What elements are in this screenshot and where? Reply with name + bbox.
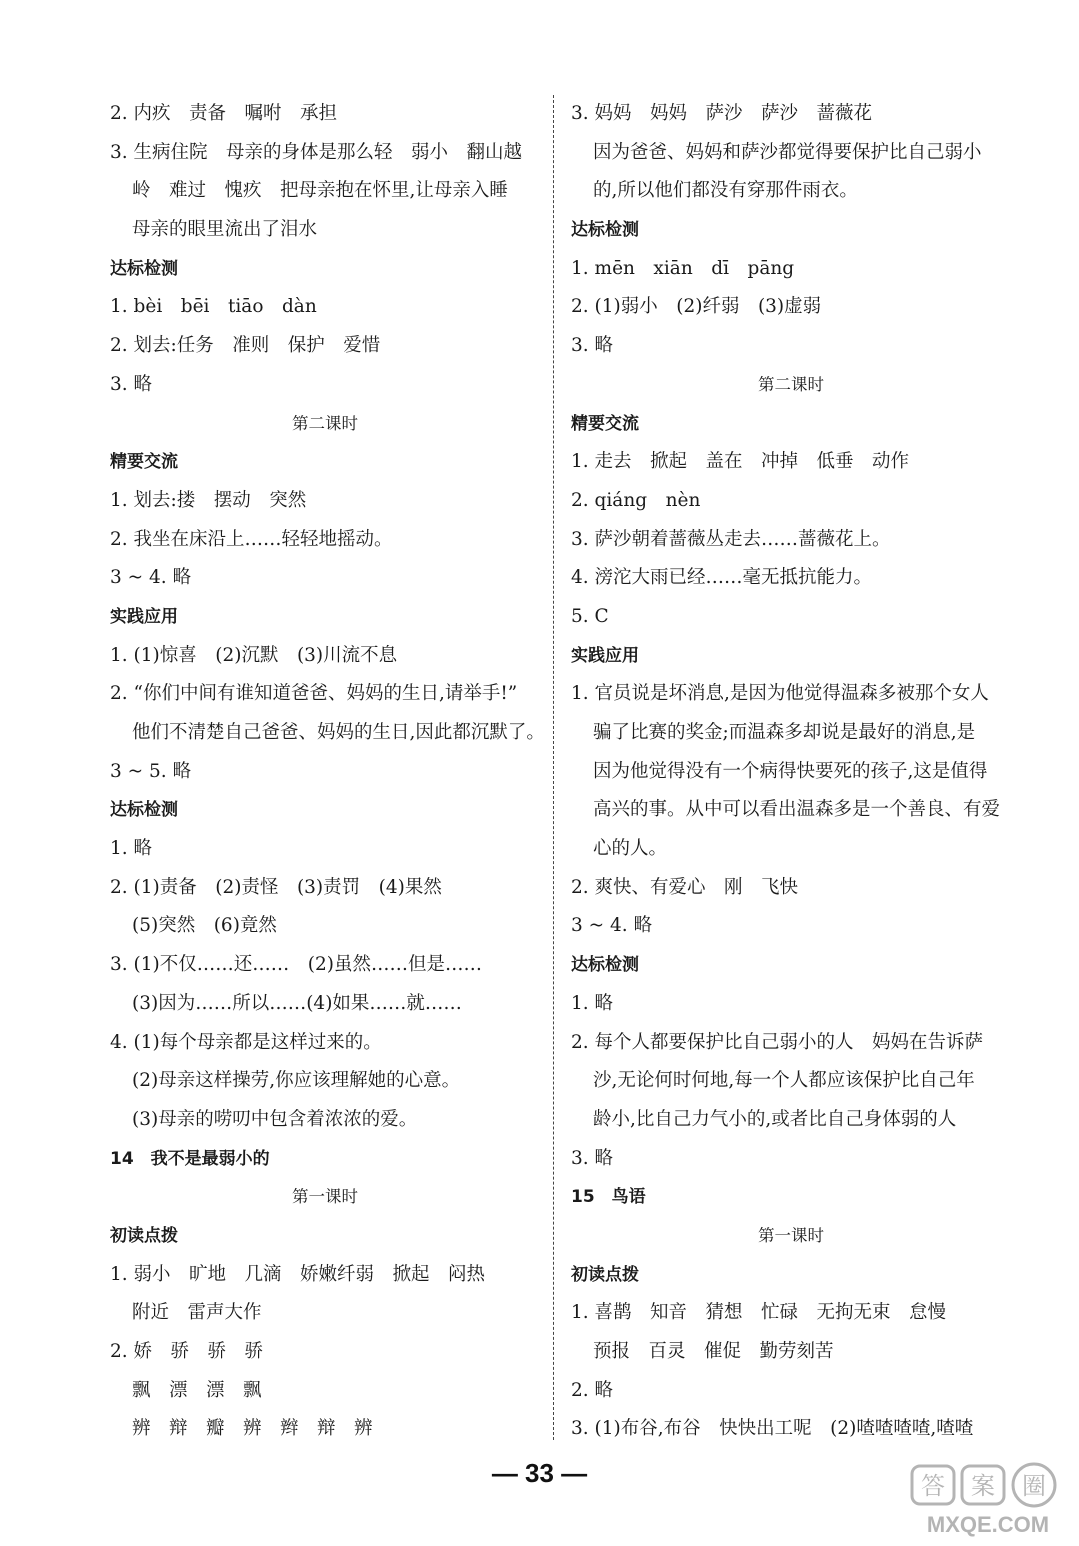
answer-line: 2. 内疚 责备 嘱咐 承担 [110, 103, 338, 124]
section-heading: 实践应用 [110, 606, 178, 627]
answer-line: 1. 官员说是坏消息,是因为他觉得温森多被那个女人 [571, 683, 989, 705]
answer-line: 3. 生病住院 母亲的身体是那么轻 弱小 翻山越 [110, 141, 523, 163]
answer-line: 5. C [571, 605, 609, 627]
section-heading: 达标检测 [571, 955, 639, 976]
answer-line: 高兴的事。从中可以看出温森多是一个善良、有爱 [593, 799, 1001, 821]
answer-line: 骗了比赛的奖金;而温森多却说是最好的消息,是 [593, 722, 976, 743]
answer-line: 4. (1)每个母亲都是这样过来的。 [110, 1031, 382, 1053]
answer-line: 2. 略 [571, 1379, 614, 1401]
section-heading: 达标检测 [110, 258, 178, 279]
section-heading: 精要交流 [110, 452, 178, 473]
section-heading: 初读点拨 [110, 1225, 178, 1246]
answer-line: 2. 每个人都要保护比自己弱小的人 妈妈在告诉萨 [571, 1031, 984, 1053]
answer-line: 3 ~ 4. 略 [571, 915, 653, 937]
watermark-logo-char-3: 圈 [1022, 1472, 1046, 1500]
answer-line: (5)突然 (6)竟然 [132, 915, 277, 937]
answer-line: 因为他觉得没有一个病得快要死的孩子,这是值得 [593, 760, 988, 782]
answer-line: 2. qiáng nèn [571, 489, 701, 511]
answer-line: 附近 雷声大作 [132, 1302, 262, 1324]
lesson-title: 15 鸟语 [571, 1187, 646, 1208]
answer-line: 1. 走去 掀起 盖在 冲掉 低垂 动作 [571, 451, 910, 473]
answer-line: 3. 略 [571, 1147, 614, 1169]
answer-line: 3. 妈妈 妈妈 萨沙 萨沙 蔷薇花 [571, 103, 873, 124]
lesson-title: 14 我不是最弱小的 [110, 1148, 270, 1169]
watermark-logo-char-2: 案 [971, 1472, 995, 1500]
watermark-logo-char-1: 答 [921, 1472, 945, 1500]
section-heading: 达标检测 [571, 220, 639, 241]
answer-line: 岭 难过 愧疚 把母亲抱在怀里,让母亲入睡 [132, 180, 508, 202]
answer-line: 2. (1)责备 (2)责怪 (3)责罚 (4)果然 [110, 876, 442, 898]
answer-line: (2)母亲这样操劳,你应该理解她的心意。 [132, 1070, 461, 1092]
answer-line: 1. (1)惊喜 (2)沉默 (3)川流不息 [110, 644, 398, 666]
answer-line: 3. 略 [110, 373, 153, 395]
answer-line: 3. (1)不仅……还…… (2)虽然……但是…… [110, 954, 482, 976]
page-number: — 33 — [491, 1458, 588, 1488]
watermark-text: MXQE.COM [926, 1512, 1050, 1537]
answer-line: 2. 划去:任务 准则 保护 爱惜 [110, 335, 381, 357]
answer-line: 龄小,比自己力气小的,或者比自己身体弱的人 [593, 1108, 957, 1130]
right-column [571, 95, 1011, 1449]
answer-line: 1. 弱小 旷地 几滴 娇嫩纤弱 掀起 闷热 [110, 1263, 486, 1285]
answer-line: 他们不清楚自己爸爸、妈妈的生日,因此都沉默了。 [132, 722, 545, 743]
answer-line: 2. (1)弱小 (2)纤弱 (3)虚弱 [571, 296, 822, 318]
answer-line: 心的人。 [593, 838, 668, 860]
answer-line: 3. 略 [571, 335, 614, 357]
answer-line: 1. mēn xiān dī pāng [571, 257, 795, 279]
answer-line: 1. bèi bēi tiāo dàn [110, 296, 317, 318]
answer-line: 2. “你们中间有谁知道爸爸、妈妈的生日,请举手!” [110, 683, 518, 705]
answer-line: 辨 辩 瓣 辨 辫 辩 辨 [132, 1418, 373, 1440]
column-divider [553, 95, 554, 1440]
answer-line: 2. 我坐在床沿上……轻轻地摇动。 [110, 528, 393, 550]
lesson-period: 第二课时 [758, 374, 824, 394]
answer-line: 预报 百灵 催促 勤劳刻苦 [593, 1341, 834, 1362]
answer-line: 3. (1)布谷,布谷 快快出工呢 (2)喳喳喳喳,喳喳 [571, 1418, 974, 1440]
answer-line: 3 ~ 4. 略 [110, 567, 192, 589]
section-heading: 初读点拨 [571, 1264, 639, 1285]
answer-line: (3)母亲的唠叨中包含着浓浓的爱。 [132, 1108, 418, 1130]
answer-line: 4. 滂沱大雨已经……毫无抵抗能力。 [571, 567, 873, 589]
answer-line: 1. 略 [110, 838, 153, 860]
answer-line: 的,所以他们都没有穿那件雨衣。 [593, 180, 858, 202]
section-heading: 达标检测 [110, 800, 178, 821]
section-heading: 精要交流 [571, 413, 639, 434]
answer-line: 1. 划去:搂 摆动 突然 [110, 489, 307, 511]
answer-line: 2. 爽快、有爱心 刚 飞快 [571, 876, 799, 898]
answer-line: 1. 喜鹊 知音 猜想 忙碌 无拘无束 怠慢 [571, 1302, 947, 1324]
section-heading: 实践应用 [571, 645, 639, 666]
answer-line: (3)因为……所以……(4)如果……就…… [132, 992, 462, 1014]
lesson-period: 第一课时 [758, 1225, 824, 1245]
lesson-period: 第一课时 [292, 1187, 358, 1207]
answer-line: 2. 娇 骄 骄 骄 [110, 1341, 264, 1362]
answer-line: 3. 萨沙朝着蔷薇丛走去……蔷薇花上。 [571, 528, 891, 550]
answer-line: 因为爸爸、妈妈和萨沙都觉得要保护比自己弱小 [593, 141, 982, 163]
left-column [110, 95, 545, 1449]
answer-line: 1. 略 [571, 992, 614, 1014]
lesson-period: 第二课时 [292, 413, 358, 433]
answer-line: 3 ~ 5. 略 [110, 760, 192, 782]
watermark-logo [906, 1460, 1071, 1540]
answer-line: 母亲的眼里流出了泪水 [132, 219, 318, 241]
answer-line: 飘 漂 漂 飘 [132, 1379, 262, 1401]
answer-line: 沙,无论何时何地,每一个人都应该保护比自己年 [593, 1070, 975, 1092]
